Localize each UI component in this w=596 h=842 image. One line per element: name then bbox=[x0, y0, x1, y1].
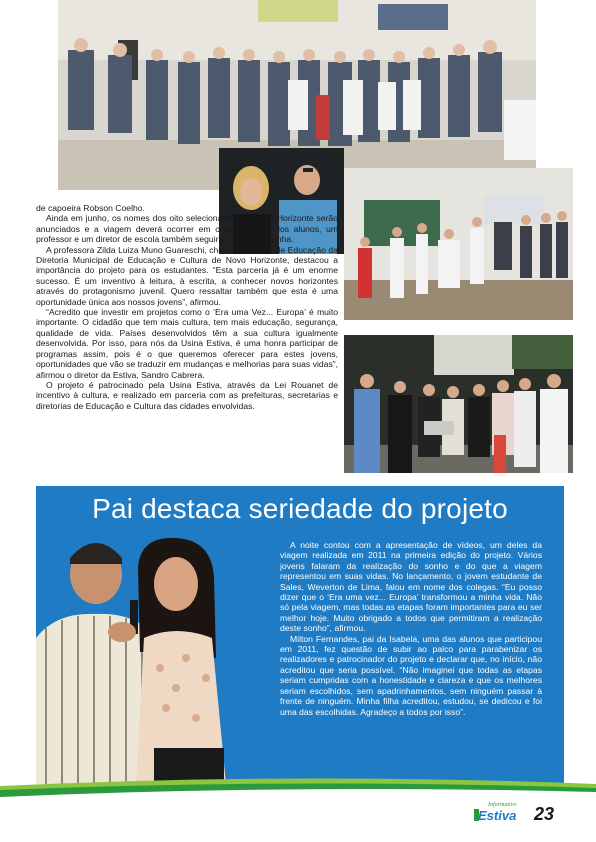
section-paragraph: Milton Fernandes, pai da Isabela, uma das alunos que participou em 2011, fez questão de subir ao palco para parabenizar os realizadores e patrocinador do projeto e declarar que, no início, não acreditou que seria possível. “Não imaginei que todas as etapas seriam cumpridas com a honestidade e clareza e que os melhores seriam escolhidos, sem apadrinhamentos, sem ninguém passar à frente de ninguém. Minha filha acreditou, estudou, se dedicou e foi uma das escolhidas. Agradeço a todos por isso”. bbox=[280, 633, 542, 717]
article-paragraph: O projeto é patrocinado pela Usina Estiva, através da Lei Rouanet de incentivo à cultura, e realizado em parceria com as prefeituras, secretarias e diretorias de Educação e Cultura das cidades envolvidas. bbox=[36, 379, 338, 411]
article-paragraph: A professora Zilda Luiza Muno Guareschi, chefe da Divisão de Educação da Diretoria Municipal de Educação e Cultura de Novo Horizonte, destacou a importância do projeto para os estudantes. “Esta parceria já é um enorme sucesso. É um inventivo à leitura, à escrita, a conhecer novos horizontes através do protagonismo juvenil. Quero ressaltar também que esta é uma oportunidade única aos nossos jovens”, afirmou. bbox=[36, 244, 338, 307]
section-title: Pai destaca seriedade do projeto bbox=[92, 493, 508, 524]
father-daughter-photo bbox=[36, 528, 276, 784]
reception-photo bbox=[344, 335, 573, 473]
page-number: 23 bbox=[534, 804, 555, 824]
article-paragraph: “Acredito que investir em projetos como o ‘Era uma Vez... Europa’ é muito importante. O cidadão que tem mais cultura, tem mais educação, segurança, qualidade de vida. Países desenvolvidos têm a sua cultura igualmente desenvolvida. Por isso, para nós da Usina Estiva, é uma honra participar de programas assim, pois é o que queremos oferecer para estes jovens, oportunidades que vão se traduzir em mudanças e melhorias para suas vidas”, afirmou o diretor da Estiva, Sandro Cabrera. bbox=[36, 307, 338, 380]
brand-name: Estiva bbox=[478, 808, 517, 823]
capoeira-photo bbox=[344, 168, 573, 320]
article-column bbox=[36, 203, 338, 411]
article-paragraph: de capoeira Robson Coelho. bbox=[36, 203, 145, 213]
section-text bbox=[280, 540, 542, 717]
section-paragraph: A noite contou com a apresentação de vídeos, um deles da viagem realizada em 2011 na primeira edição do projeto. Vários jovens falaram da realização do sonho e do que a viagem representou em suas vidas. No lançamento, o jovem estudante de Sales, Weverton de Lima, falou em nome dos colegas. “Eu posso dizer que o ‘Era uma vez... Europa’ transformou a minha vida. Não só pela viagem, mas todas as etapas foram importantes para eu ser melhor hoje. Muito obrigado a todos que permitiram a realização deste sonho”, afirmou. bbox=[280, 540, 542, 634]
article-paragraph: Ainda em junho, os nomes dos oito selecionados em Novo Horizonte serão anunciados e a viagem deverá ocorrer em outubro. Além dos alunos, um professor e um diretor de escola também seguirão para a Espanha. bbox=[36, 213, 338, 245]
brand-tagline: Informativo bbox=[488, 802, 517, 808]
